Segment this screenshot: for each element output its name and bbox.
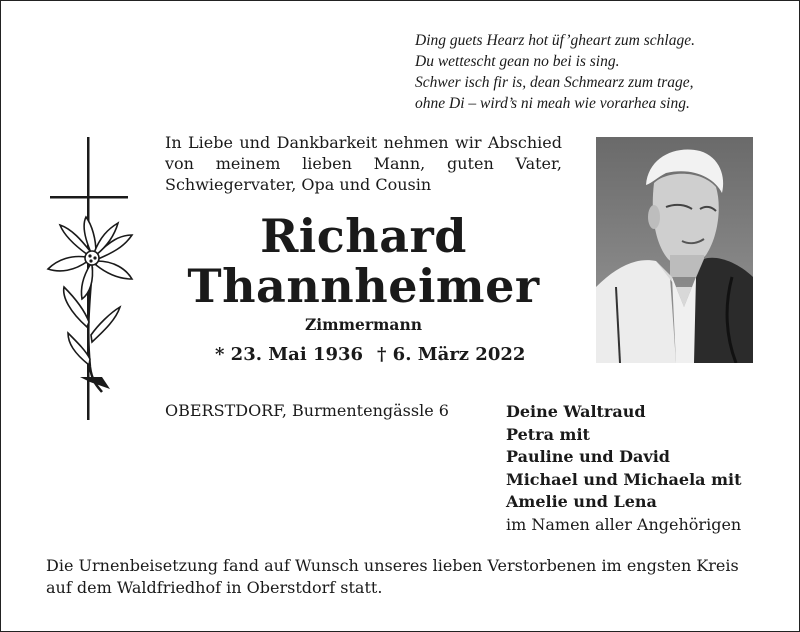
birth-date: * 23. Mai 1936 (215, 344, 364, 365)
poem-line: ohne Di – wird’s ni meah wie vorarhea sing. (415, 95, 690, 112)
intro-line: Schwiegervater, Opa und Cousin (165, 175, 432, 194)
mourners-list (506, 401, 742, 536)
poem-line: Schwer isch fir is, dean Schmearz zum trage, (415, 74, 694, 91)
mourner-name: Michael und Michaela mit (506, 469, 742, 489)
deceased-occupation: Zimmermann (304, 315, 422, 334)
mourner-name: Deine Waltraud (506, 402, 646, 421)
death-date: † 6. März 2022 (377, 344, 526, 365)
poem (415, 30, 785, 114)
burial-notice-line: Die Urnenbeisetzung fand auf Wunsch unseres lieben Verstorbenen im engsten Kreis (46, 556, 739, 575)
mourner-name: Amelie und Lena (506, 492, 657, 511)
mourner-name: Pauline und David (506, 447, 670, 466)
deceased-last-name: Thannheimer (187, 259, 540, 313)
burial-notice-line: auf dem Waldfriedhof in Oberstdorf statt. (46, 578, 383, 597)
deceased-first-name: Richard (260, 209, 467, 263)
burial-notice (46, 555, 761, 599)
intro-line: In Liebe und Dankbarkeit nehmen wir Abschied (165, 133, 562, 152)
mourners-closing: im Namen aller Angehörigen (506, 514, 742, 534)
intro-line: von meinem lieben Mann, guten Vater, (165, 154, 562, 173)
address: OBERSTDORF, Burmentengässle 6 (165, 401, 449, 420)
poem-line: Du wettescht gean no bei is sing. (415, 53, 620, 70)
cross-edelweiss-icon (40, 137, 140, 422)
poem-line: Ding guets Hearz hot üf’gheart zum schlage. (415, 32, 695, 49)
portrait-photo (596, 137, 753, 363)
intro-text (165, 132, 562, 195)
mourner-name: Petra mit (506, 424, 590, 444)
